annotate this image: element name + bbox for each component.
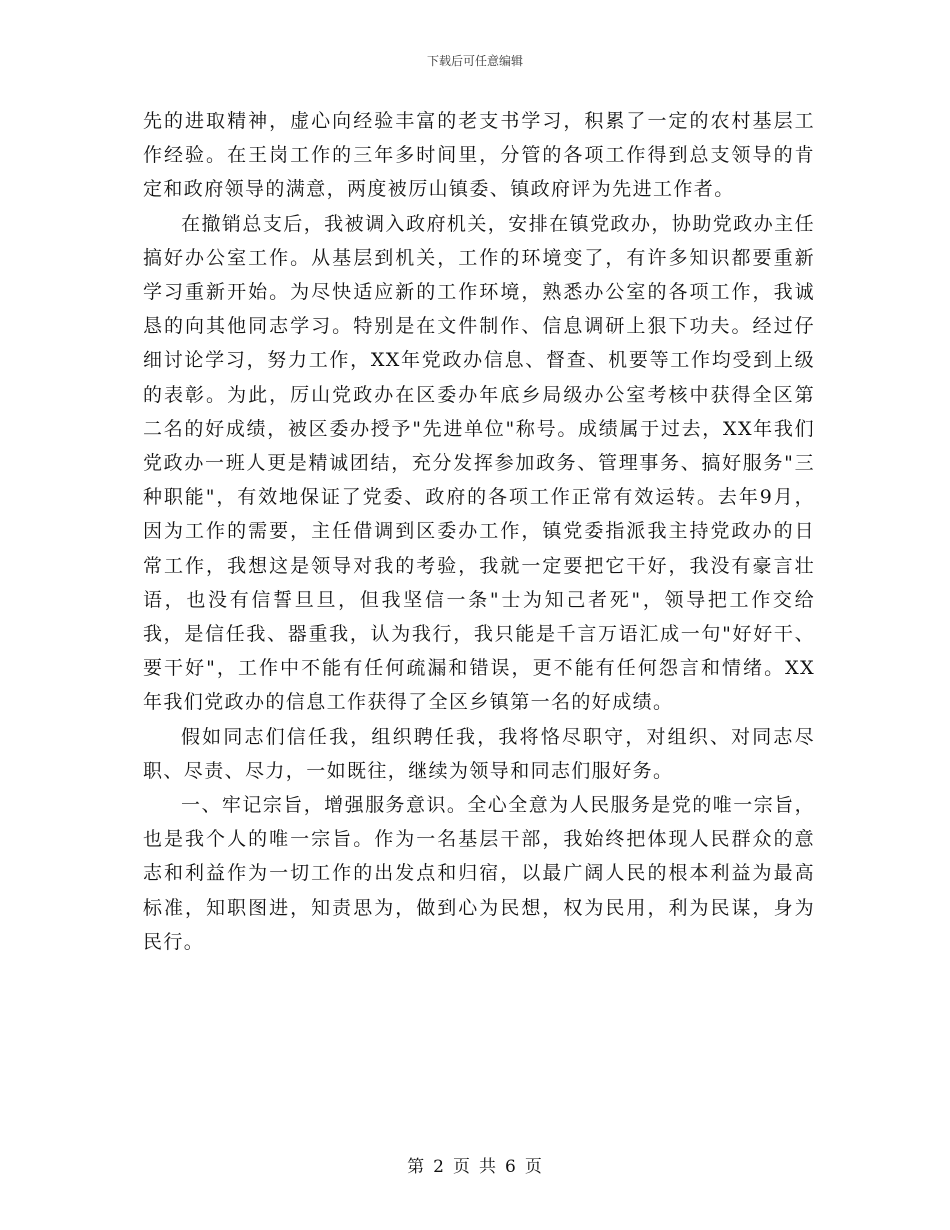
paragraph-commitment: 假如同志们信任我，组织聘任我，我将恪尽职守，对组织、对同志尽职、尽责、尽力，一如既往，继续为领导和同志们服好务。 (143, 725, 815, 782)
footer-prefix: 第 (407, 1157, 426, 1177)
paragraph-office-work: 在撤销总支后，我被调入政府机关，安排在镇党政办，协助党政办主任搞好办公室工作。从基层到机关，工作的环境变了，有许多知识都要重新学习重新开始。为尽快适应新的工作环境，熟悉办公室的各项工作，我诚恳的向其他同志学习。特别是在文件制作、信息调研上狠下功夫。经过仔细讨论学习，努力工作，XX年党政办信息、督查、机要等工作均受到上级的表彰。为此，厉山党政办在区委办年底乡局级办公室考核中获得全区第二名的好成绩，被区委办授予"先进单位"称号。成绩属于过去，XX年我们党政办一班人更是精诚团结，充分发挥参加政务、管理事务、搞好服务"三种职能"，有效地保证了党委、政府的各项工作正常有效运转。去年9月，因为工作的需要，主任借调到区委办工作，镇党委指派我主持党政办的日常工作，我想这是领导对我的考验，我就一定要把它干好，我没有豪言壮语，也没有信誓旦旦，但我坚信一条"士为知己者死"，领导把工作交给我，是信任我、器重我，认为我行，我只能是千言万语汇成一句"好好干、要干好"，工作中不能有任何疏漏和错误，更不能有任何怨言和情绪。XX年我们党政办的信息工作获得了全区乡镇第一名的好成绩。 (143, 212, 815, 714)
paragraph-service-purpose: 一、牢记宗旨，增强服务意识。全心全意为人民服务是党的唯一宗旨，也是我个人的唯一宗旨。作为一名基层干部，我始终把体现人民群众的意志和利益作为一切工作的出发点和归宿，以最广阔人民的根本利益为最高标准，知职图进，知责思为，做到心为民想，权为民用，利为民谋，身为民行。 (143, 794, 815, 953)
footer-suffix: 页 (524, 1157, 543, 1177)
page-header: 下载后可任意编辑 (426, 54, 523, 68)
footer-page-word: 页 (453, 1157, 471, 1177)
footer-total-pages: 6 (505, 1157, 517, 1177)
paragraph-continuation: 先的进取精神，虚心向经验丰富的老支书学习，积累了一定的农村基层工作经验。在王岗工作的三年多时间里，分管的各项工作得到总支领导的肯定和政府领导的满意，两度被厉山镇委、镇政府评为先进工作者。 (143, 110, 815, 201)
footer-current-page: 2 (433, 1157, 445, 1177)
footer-total-word: 共 (479, 1157, 497, 1177)
page-footer (0, 1152, 950, 1177)
document-body (143, 104, 815, 959)
